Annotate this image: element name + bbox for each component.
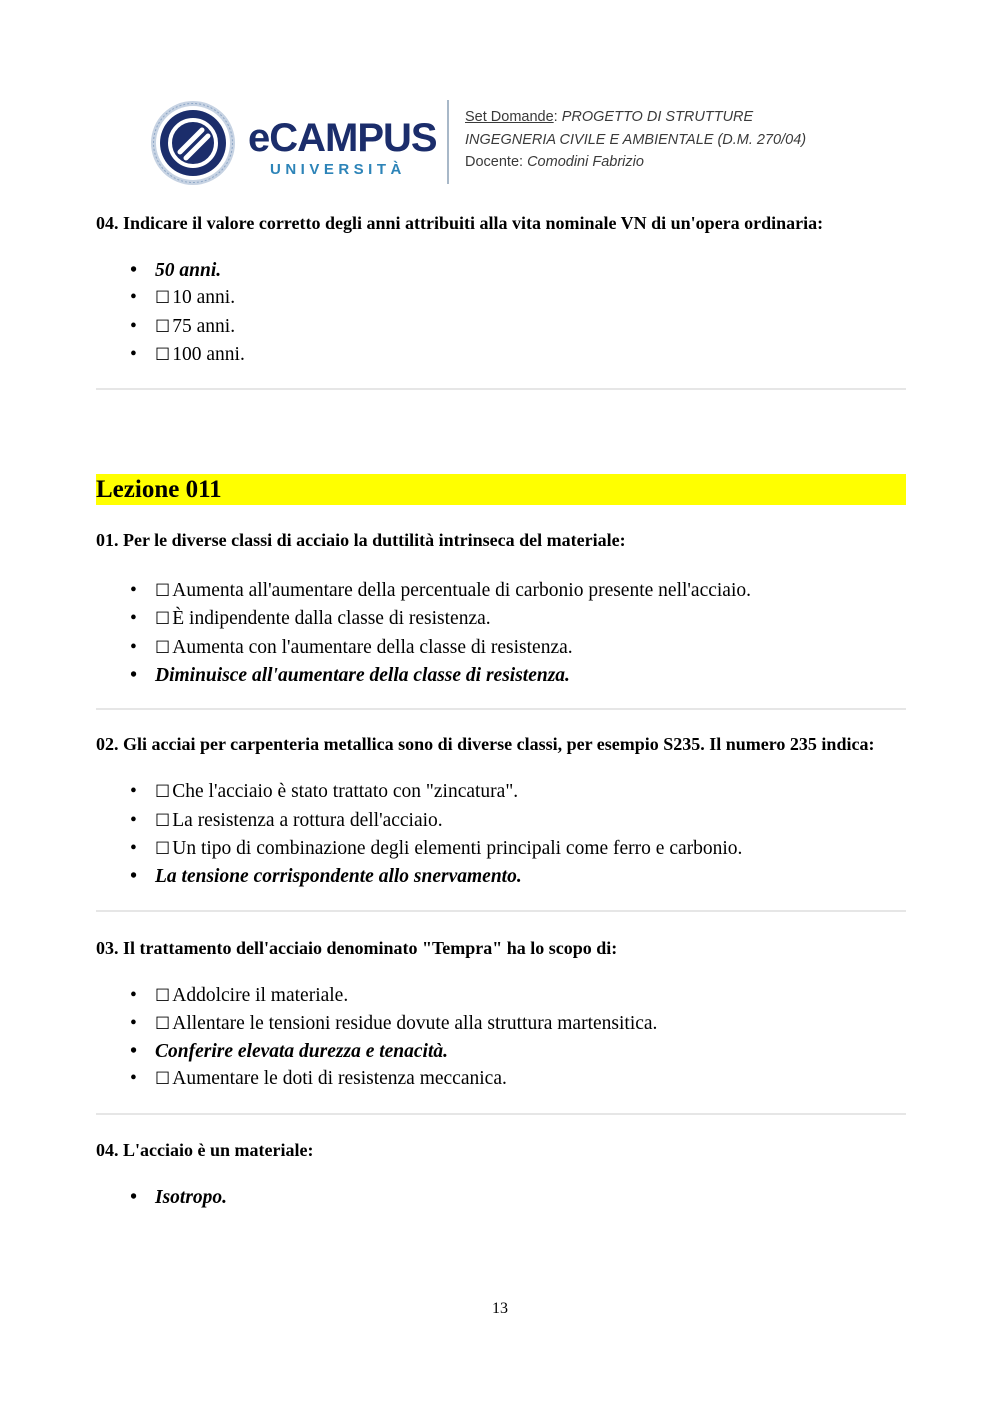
header-info xyxy=(465,106,806,174)
answer-correct xyxy=(96,257,906,284)
question-separator xyxy=(96,1113,906,1115)
checkbox-icon: ☐ xyxy=(155,1069,171,1090)
answer-text: Un tipo di combinazione degli elementi principali come ferro e carbonio. xyxy=(172,837,743,859)
checkbox-icon: ☐ xyxy=(155,838,171,859)
set-label: Set Domande xyxy=(465,109,554,125)
answer-option xyxy=(96,634,906,662)
checkbox-icon: ☐ xyxy=(155,1013,171,1034)
answer-text: Isotropo. xyxy=(155,1186,228,1208)
docente-line: Docente: Comodini Fabrizio xyxy=(465,154,644,170)
answer-option xyxy=(96,807,906,835)
checkbox-icon: ☐ xyxy=(155,316,171,337)
checkbox-icon: ☐ xyxy=(155,810,171,831)
question-text: 02. Gli acciai per carpenteria metallica sono di diverse classi, per esempio S235. Il numero 235 indica: xyxy=(96,734,875,755)
question-separator xyxy=(96,388,906,390)
answer-list xyxy=(96,257,906,369)
answer-text: 10 anni. xyxy=(172,287,236,309)
answer-option xyxy=(96,1010,906,1038)
answer-text: 100 anni. xyxy=(172,343,245,365)
answer-text: Addolcire il materiale. xyxy=(172,984,349,1006)
answer-text: È indipendente dalla classe di resistenza. xyxy=(172,608,491,630)
answer-text: Aumenta con l'aumentare della classe di resistenza. xyxy=(172,636,573,658)
answer-text: 75 anni. xyxy=(172,315,236,337)
answer-correct xyxy=(96,1184,906,1211)
docente-label: Docente xyxy=(465,154,520,170)
page-content xyxy=(96,212,906,1211)
answer-option xyxy=(96,313,906,341)
answer-correct xyxy=(96,1038,906,1065)
page-header xyxy=(150,98,850,186)
checkbox-icon: ☐ xyxy=(155,609,171,630)
checkbox-icon: ☐ xyxy=(155,288,171,309)
course-line xyxy=(465,129,806,152)
set-line: Set Domande: PROGETTO DI STRUTTURE xyxy=(465,109,754,125)
answer-correct xyxy=(96,863,906,890)
question-text: 03. Il trattamento dell'acciaio denominato "Tempra" ha lo scopo di: xyxy=(96,937,618,958)
answer-option xyxy=(96,341,906,369)
header-divider xyxy=(447,100,449,184)
checkbox-icon: ☐ xyxy=(155,344,171,365)
ecampus-subtitle: UNIVERSITÀ xyxy=(270,161,406,178)
answer-option xyxy=(96,577,906,605)
set-value: PROGETTO DI STRUTTURE xyxy=(561,109,754,125)
answer-option xyxy=(96,1065,906,1093)
ecampus-seal-logo xyxy=(150,100,236,186)
answer-text: Diminuisce all'aumentare della classe di resistenza. xyxy=(155,665,570,687)
answer-text: 50 anni. xyxy=(155,260,222,281)
answer-text: Aumenta all'aumentare della percentuale di carbonio presente nell'acciaio. xyxy=(172,580,751,602)
answer-text: Conferire elevata durezza e tenacità. xyxy=(155,1041,449,1063)
answer-list xyxy=(96,577,906,689)
question-separator xyxy=(96,910,906,912)
checkbox-icon: ☐ xyxy=(155,637,171,658)
answer-list xyxy=(96,778,906,890)
answer-correct xyxy=(96,662,906,689)
ecampus-wordmark: eCAMPUS xyxy=(248,116,437,160)
course-value: INGEGNERIA CIVILE E AMBIENTALE (D.M. 270/04) xyxy=(465,131,807,148)
answer-option xyxy=(96,982,906,1010)
checkbox-icon: ☐ xyxy=(155,782,171,803)
answer-option xyxy=(96,835,906,863)
lesson-heading: Lezione 011 xyxy=(96,474,906,505)
question-text: 01. Per le diverse classi di acciaio la duttilità intrinseca del materiale: xyxy=(96,530,626,551)
checkbox-icon: ☐ xyxy=(155,985,171,1006)
answer-text: Che l'acciaio è stato trattato con "zincatura". xyxy=(172,781,519,803)
answer-text: La resistenza a rottura dell'acciaio. xyxy=(172,809,443,831)
question-text: 04. L'acciaio è un materiale: xyxy=(96,1139,314,1160)
answer-text: Aumentare le doti di resistenza meccanica. xyxy=(172,1068,507,1090)
question-text: 04. Indicare il valore corretto degli anni attribuiti alla vita nominale VN di un'opera ordinaria: xyxy=(96,213,824,233)
answer-option xyxy=(96,778,906,806)
question-separator xyxy=(96,708,906,710)
page-number: 13 xyxy=(492,1300,508,1317)
docente-value: Comodini Fabrizio xyxy=(527,154,644,170)
answer-list xyxy=(96,1184,906,1211)
answer-text: Allentare le tensioni residue dovute alla struttura martensitica. xyxy=(172,1012,658,1034)
checkbox-icon: ☐ xyxy=(155,581,171,602)
answer-option xyxy=(96,284,906,312)
answer-list xyxy=(96,982,906,1094)
answer-option xyxy=(96,605,906,633)
answer-text: La tensione corrispondente allo snervamento. xyxy=(155,866,522,888)
